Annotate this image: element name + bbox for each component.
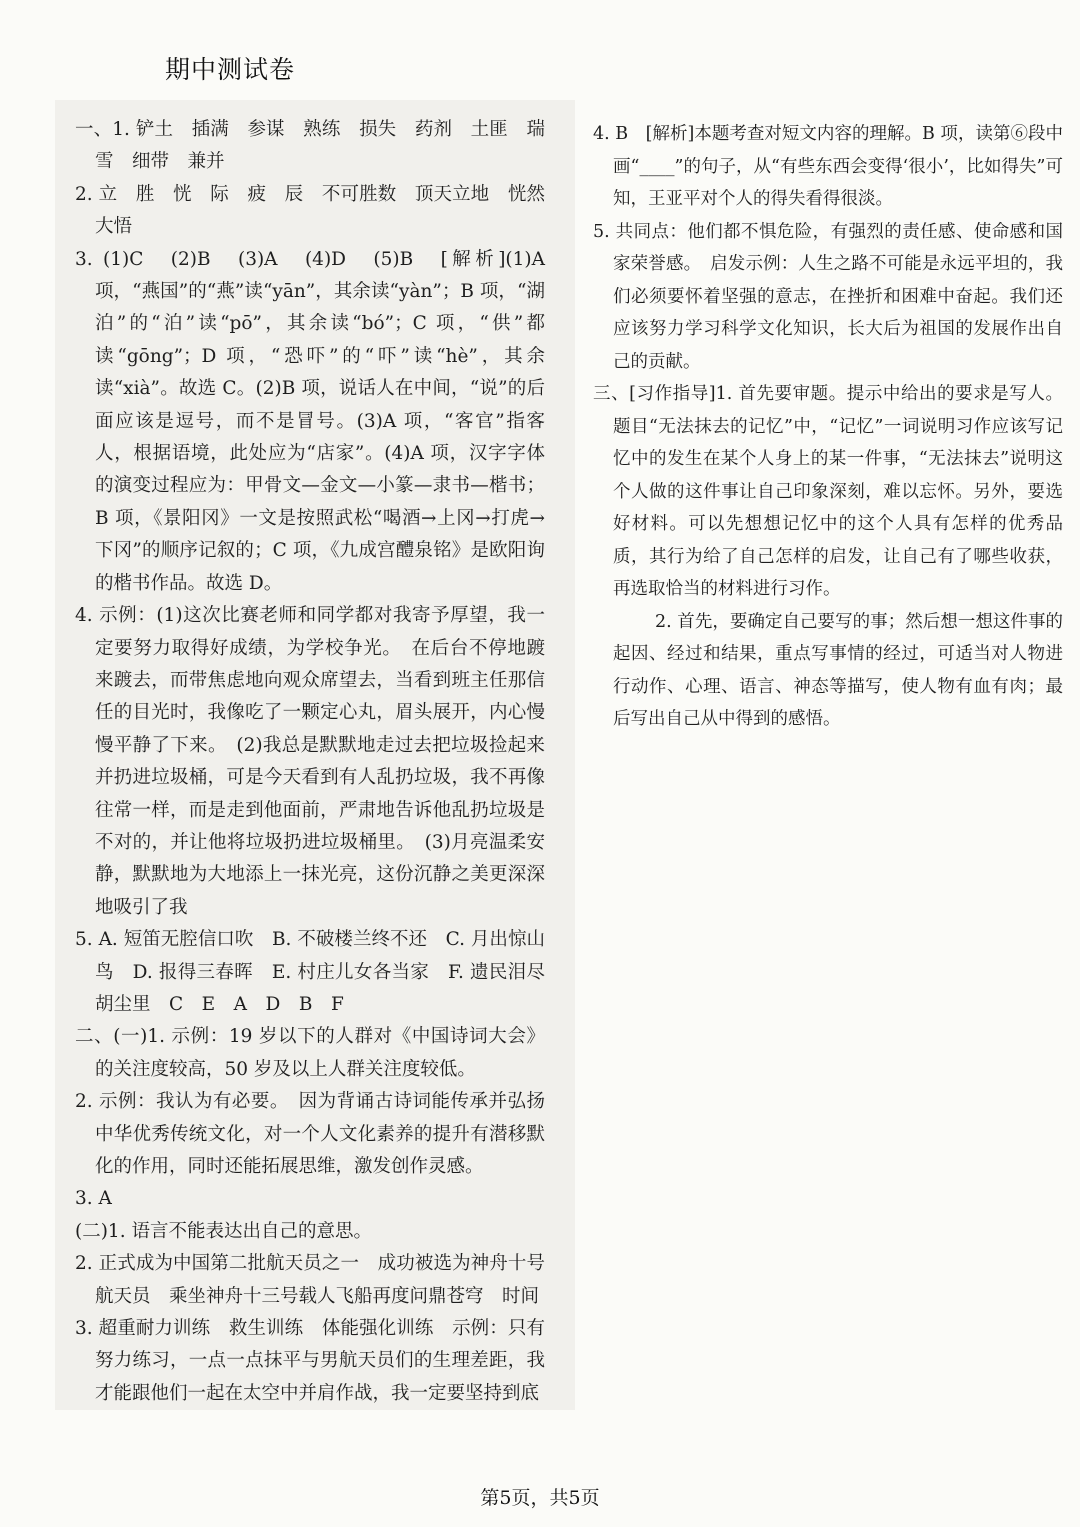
answer-2-2-2: 2. 正式成为中国第二批航天员之一 成功被选为神舟十号航天员 乘坐神舟十三号载人飞船再度问鼎苍穹 时间 (75, 1253, 545, 1307)
left-column (75, 114, 545, 1410)
answer-2-2-3: 3. 超重耐力训练 救生训练 体能强化训练 示例：只有努力练习，一点一点抹平与男航天员们的生理差距，我才能跟他们一起在太空中并肩作战，我一定要坚持到底 (75, 1318, 545, 1404)
answer-1-1: 一、1. 铲土 插满 参谋 熟练 损失 药剂 土匪 瑞雪 细带 兼并 (75, 119, 545, 173)
answer-2-2-4: 4. B [解析]本题考查对短文内容的理解。B 项，读第⑥段中画“____”的句子，从“有些东西会变得‘很小’，比如得失”可知，王亚平对个人的得失看得很淡。 (593, 124, 1063, 209)
answer-2-2-5: 5. 共同点：他们都不惧危险，有强烈的责任感、使命感和国家荣誉感。 启发示例：人生之路不可能是永远平坦的，我们必须要怀着坚强的意志，在挫折和困难中奋起。我们还应该努力学习科学文化知识，长大后为祖国的发展作出自己的贡献。 (593, 221, 1063, 372)
answer-2-1-3: 3. A (75, 1188, 112, 1210)
answer-3-2: 2. 首先，要确定自己要写的事；然后想一想这件事的起因、经过和结果，重点写事情的经过，可适当对人物进行动作、心理、语言、神态等描写，使人物有血有肉；最后写出自己从中得到的感悟。 (613, 611, 1063, 729)
page-title: 期中测试卷 (165, 55, 296, 84)
page-number: 第5页，共5页 (480, 1487, 600, 1509)
answer-1-2: 2. 立 胜 恍 际 疲 辰 不可胜数 顶天立地 恍然大悟 (75, 183, 545, 238)
answer-3-1: 三、[习作指导]1. 首先要审题。提示中给出的要求是写人。题目“无法抹去的记忆”中，“记忆”一词说明习作应该写记忆中的发生在某个人身上的某一件事，“无法抹去”说明这个人做的这件事让自己印象深刻，难以忘怀。另外，要选好材料。可以先想想记忆中的这个人具有怎样的优秀品质，其行为给了自己怎样的启发，让自己有了哪些收获，再选取恰当的材料进行习作。 (593, 384, 1063, 599)
answer-2-1-2: 2. 示例：我认为有必要。 因为背诵古诗词能传承并弘扬中华优秀传统文化，对一个人文化素养的提升有潜移默化的作用，同时还能拓展思维，激发创作灵感。 (75, 1091, 545, 1177)
answer-1-3: 3. (1)C (2)B (3)A (4)D (5)B [解析](1)A 项，“燕国”的“燕”读“yān”，其余读“yàn”；B 项，“湖泊”的“泊”读“pō”，其余读“bó”；C 项，“供”都读“gōng”；D 项，“恐吓”的“吓”读“hè”，其余读“xià”。故选 C。(2)B 项，说话人在中间，“说”的后面应该是逗号，而不是冒号。(3)A 项，“客官”指客人，根据语境，此处应为“店家”。(4)A 项，汉字字体的演变过程应为：甲骨文—金文—小篆—隶书—楷书；B 项，《景阳冈》一文是按照武松“喝酒→上冈→打虎→下冈”的顺序记叙的；C 项，《九成宫醴泉铭》是欧阳询的楷书作品。故选 D。 (75, 248, 545, 594)
right-column (593, 118, 1063, 736)
answer-2-2-1: (二)1. 语言不能表达出自己的意思。 (75, 1220, 372, 1242)
answer-1-4: 4. 示例：(1)这次比赛老师和同学都对我寄予厚望，我一定要努力取得好成绩，为学校争光。 在后台不停地踱来踱去，而带焦虑地向观众席望去，当看到班主任那信任的目光时，我像吃了一颗定心丸，眉头展开，内心慢慢平静了下来。 (2)我总是默默地走过去把垃圾捡起来并扔进垃圾桶，可是今天看到有人乱扔垃圾，我不再像往常一样，而是走到他面前，严肃地告诉他乱扔垃圾是不对的，并让他将垃圾扔进垃圾桶里。 (3)月亮温柔安静，默默地为大地添上一抹光亮，这份沉静之美更深深地吸引了我 (75, 605, 545, 918)
answer-2-1-1: 二、(一)1. 示例：19 岁以下的人群对《中国诗词大会》的关注度较高，50 岁及以上人群关注度较低。 (75, 1026, 545, 1080)
answer-1-5: 5. A. 短笛无腔信口吹 B. 不破楼兰终不还 C. 月出惊山鸟 D. 报得三春晖 E. 村庄儿女各当家 F. 遗民泪尽胡尘里 C E A D B F (75, 929, 545, 1015)
